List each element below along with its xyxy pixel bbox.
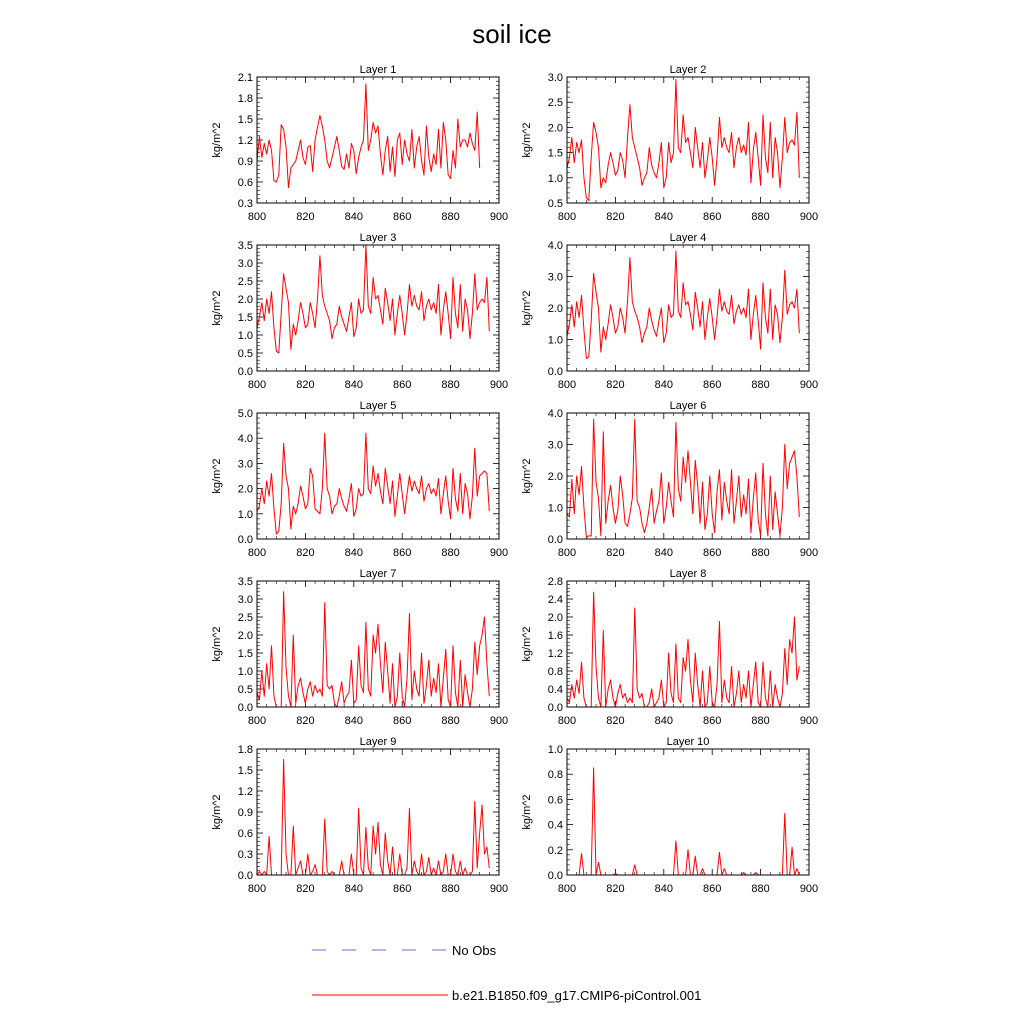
panel-7-xtick-label: 860: [393, 715, 412, 727]
panel-5-xtick-label: 840: [344, 547, 363, 559]
panel-8-xtick-label: 900: [799, 715, 819, 727]
panel-10-ytick-label: 0.0: [547, 870, 563, 882]
panel-4-ylabel: kg/m^2: [521, 290, 533, 326]
panel-6-ytick-label: 0.0: [547, 534, 563, 546]
panel-1-xtick-label: 820: [296, 211, 315, 223]
panel-8-xtick-label: 840: [654, 715, 673, 727]
panel-1-ytick-label: 2.1: [237, 72, 253, 84]
panel-3-ytick-label: 3.5: [237, 240, 253, 252]
panel-7-ytick-label: 2.0: [237, 630, 253, 642]
panel-3-ytick-label: 2.5: [237, 276, 253, 288]
panel-4-ytick-label: 1.0: [547, 334, 563, 347]
panel-3-ylabel: kg/m^2: [211, 290, 223, 326]
panel-1-ytick-label: 0.6: [237, 177, 253, 189]
panel-5-ytick-label: 0.0: [237, 534, 253, 546]
panel-3-ytick-label: 0.5: [237, 348, 253, 360]
panel-10-xtick-label: 820: [606, 883, 625, 895]
panel-10-ytick-label: 0.2: [547, 844, 563, 857]
panel-8-ytick-label: 2.0: [547, 612, 563, 624]
panel-3-xtick-label: 840: [344, 379, 363, 391]
panel-5-ytick-label: 3.0: [237, 458, 253, 471]
panel-7-ytick-label: 3.0: [237, 594, 253, 606]
panel-6-ylabel: kg/m^2: [521, 458, 533, 494]
panel-4-frame: [567, 245, 809, 371]
panel-6-ytick-label: 4.0: [547, 408, 563, 420]
panel-10-ytick-label: 0.8: [547, 769, 563, 782]
panel-6-ytick-label: 1.0: [547, 502, 563, 515]
panel-7-ytick-label: 2.5: [237, 612, 253, 624]
panel-4-ytick-label: 0.0: [547, 366, 563, 378]
panel-8-series-1: [567, 592, 799, 707]
panel-6-series-1: [567, 419, 799, 537]
panel-8-ytick-label: 0.4: [547, 684, 563, 696]
legend-label-model: b.e21.B1850.f09_g17.CMIP6-piControl.001: [452, 988, 702, 1003]
panel-1-xtick-label: 840: [344, 211, 363, 223]
panel-3-series-1: [257, 245, 489, 353]
panel-9-xtick-label: 800: [247, 883, 267, 895]
panel-7-xtick-label: 900: [489, 715, 509, 727]
panel-3-xtick-label: 800: [247, 379, 267, 391]
panel-7-ytick-label: 0.5: [237, 684, 253, 696]
panel-7-ytick-label: 3.5: [237, 576, 253, 588]
panel-9-ytick-label: 1.5: [237, 765, 253, 777]
panel-1-ytick-label: 0.3: [237, 198, 253, 210]
panel-2-xtick-label: 900: [799, 211, 819, 223]
panel-2-xtick-label: 860: [703, 211, 722, 223]
panel-7-series-1: [257, 592, 489, 707]
panel-10-ytick-label: 0.4: [547, 819, 563, 832]
panel-8-ytick-label: 1.6: [547, 630, 563, 642]
panel-4-xtick-label: 880: [751, 379, 770, 391]
panel-9-xtick-label: 880: [441, 883, 460, 895]
panel-3-xtick-label: 820: [296, 379, 315, 391]
panel-9-xtick-label: 860: [393, 883, 412, 895]
panel-8-ytick-label: 0.8: [547, 666, 563, 678]
panel-2-ytick-label: 1.0: [547, 172, 563, 185]
panel-2-ylabel: kg/m^2: [521, 122, 533, 158]
panel-8: [521, 568, 818, 727]
panel-3-frame: [257, 245, 499, 371]
panel-2-xtick-label: 840: [654, 211, 673, 223]
panel-10-xtick-label: 900: [799, 883, 819, 895]
panel-8-ytick-label: 0.0: [547, 702, 563, 714]
panel-3-ytick-label: 0.0: [237, 366, 253, 378]
panel-10-xtick-label: 800: [557, 883, 577, 895]
panel-10-xtick-label: 860: [703, 883, 722, 895]
panel-2-series-1: [567, 80, 799, 201]
panel-1-ytick-label: 0.9: [237, 156, 253, 168]
panel-1-series-1: [257, 84, 480, 188]
panel-3-xtick-label: 900: [489, 379, 509, 391]
panel-4-xtick-label: 820: [606, 379, 625, 391]
panel-7-xtick-label: 800: [247, 715, 267, 727]
panel-8-ytick-label: 1.2: [547, 648, 563, 660]
panel-8-xtick-label: 800: [557, 715, 577, 727]
panel-6-ytick-label: 2.0: [547, 471, 563, 483]
panel-4-series-1: [567, 251, 799, 358]
panel-6-ytick-label: 3.0: [547, 439, 563, 452]
legend-label-no-obs: No Obs: [452, 943, 497, 958]
panel-9-ytick-label: 1.8: [237, 744, 253, 756]
panel-10-title: Layer 10: [666, 736, 710, 748]
panel-1-xtick-label: 860: [393, 211, 412, 223]
panel-9-title: Layer 9: [359, 736, 397, 748]
panel-7-ytick-label: 1.5: [237, 648, 253, 660]
panel-5-ytick-label: 2.0: [237, 483, 253, 496]
panel-1-xtick-label: 900: [489, 211, 509, 223]
panel-7-xtick-label: 840: [344, 715, 363, 727]
panel-4-xtick-label: 840: [654, 379, 673, 391]
panel-3-ytick-label: 1.5: [237, 312, 253, 324]
panel-5-xtick-label: 860: [393, 547, 412, 559]
panel-4-ytick-label: 3.0: [547, 271, 563, 284]
panel-7-ytick-label: 0.0: [237, 702, 253, 714]
panel-9-frame: [257, 749, 499, 875]
panel-5-xtick-label: 880: [441, 547, 460, 559]
panel-4-xtick-label: 860: [703, 379, 722, 391]
panel-9-ytick-label: 0.9: [237, 807, 253, 819]
panel-10-frame: [567, 749, 809, 875]
panel-1-ytick-label: 1.2: [237, 135, 253, 147]
panel-1-xtick-label: 800: [247, 211, 267, 223]
panel-6-xtick-label: 820: [606, 547, 625, 559]
panel-8-xtick-label: 820: [606, 715, 625, 727]
panel-6-xtick-label: 880: [751, 547, 770, 559]
panel-5-series-1: [257, 433, 489, 534]
panel-3: [211, 232, 508, 391]
panel-9-xtick-label: 840: [344, 883, 363, 895]
panel-7: [211, 568, 508, 727]
panel-5-ytick-label: 4.0: [237, 433, 253, 446]
panel-1-ytick-label: 1.8: [237, 93, 253, 105]
panel-4: [521, 232, 818, 391]
panel-5: [211, 400, 508, 559]
panel-2-ytick-label: 1.5: [547, 147, 563, 160]
panel-6-xtick-label: 900: [799, 547, 819, 559]
panel-5-title: Layer 5: [359, 400, 397, 412]
panel-5-xtick-label: 800: [247, 547, 267, 559]
panel-7-xtick-label: 880: [441, 715, 460, 727]
panel-5-ytick-label: 1.0: [237, 508, 253, 521]
panel-2-ytick-label: 3.0: [547, 72, 563, 84]
panel-7-xtick-label: 820: [296, 715, 315, 727]
legend: [312, 943, 701, 1003]
panel-6-title: Layer 6: [669, 400, 707, 412]
panel-2-ytick-label: 2.0: [547, 122, 563, 135]
panel-1: [211, 64, 508, 223]
panel-10-ytick-label: 1.0: [547, 744, 563, 756]
panel-6-xtick-label: 800: [557, 547, 577, 559]
panel-2: [521, 64, 818, 223]
panel-4-xtick-label: 900: [799, 379, 819, 391]
panel-8-ylabel: kg/m^2: [521, 626, 533, 662]
panel-9: [211, 736, 508, 895]
panel-8-ytick-label: 2.8: [547, 576, 563, 588]
panel-10-ytick-label: 0.6: [547, 794, 563, 807]
panel-9-series-1: [257, 760, 489, 876]
panel-5-ytick-label: 5.0: [237, 408, 253, 420]
panel-10-xtick-label: 880: [751, 883, 770, 895]
panel-9-ytick-label: 0.6: [237, 828, 253, 840]
panel-3-xtick-label: 860: [393, 379, 412, 391]
panel-10-ylabel: kg/m^2: [521, 794, 533, 830]
panel-9-ylabel: kg/m^2: [211, 794, 223, 830]
panel-6-xtick-label: 860: [703, 547, 722, 559]
panel-7-ylabel: kg/m^2: [211, 626, 223, 662]
panel-4-ytick-label: 2.0: [547, 303, 563, 315]
panel-4-ytick-label: 4.0: [547, 240, 563, 252]
panel-9-ytick-label: 1.2: [237, 786, 253, 798]
panel-4-title: Layer 4: [669, 232, 707, 244]
panel-5-xtick-label: 900: [489, 547, 509, 559]
panel-1-title: Layer 1: [359, 64, 397, 76]
panel-9-xtick-label: 900: [489, 883, 509, 895]
panel-2-ytick-label: 2.5: [547, 97, 563, 110]
panel-9-ytick-label: 0.3: [237, 849, 253, 861]
panel-7-title: Layer 7: [359, 568, 397, 580]
figure-title: soil ice: [472, 19, 552, 49]
panel-9-xtick-label: 820: [296, 883, 315, 895]
panel-10-xtick-label: 840: [654, 883, 673, 895]
panel-3-title: Layer 3: [359, 232, 397, 244]
panel-2-ytick-label: 0.5: [547, 198, 563, 210]
panel-2-title: Layer 2: [669, 64, 707, 76]
panel-7-ytick-label: 1.0: [237, 666, 253, 678]
panel-10: [521, 736, 818, 895]
panel-2-xtick-label: 820: [606, 211, 625, 223]
panel-8-ytick-label: 2.4: [547, 594, 563, 606]
panel-8-xtick-label: 860: [703, 715, 722, 727]
panel-10-series-1: [567, 768, 799, 875]
panel-1-xtick-label: 880: [441, 211, 460, 223]
panel-4-xtick-label: 800: [557, 379, 577, 391]
panel-8-title: Layer 8: [669, 568, 707, 580]
panel-8-xtick-label: 880: [751, 715, 770, 727]
panel-3-ytick-label: 2.0: [237, 294, 253, 306]
panel-3-ytick-label: 3.0: [237, 258, 253, 270]
panel-6-xtick-label: 840: [654, 547, 673, 559]
panel-2-xtick-label: 800: [557, 211, 577, 223]
panel-2-xtick-label: 880: [751, 211, 770, 223]
panel-3-xtick-label: 880: [441, 379, 460, 391]
panel-6: [521, 400, 818, 559]
panels: [211, 64, 818, 895]
panel-5-xtick-label: 820: [296, 547, 315, 559]
panel-3-ytick-label: 1.0: [237, 330, 253, 342]
panel-9-ytick-label: 0.0: [237, 870, 253, 882]
panel-5-ylabel: kg/m^2: [211, 458, 223, 494]
panel-1-ytick-label: 1.5: [237, 114, 253, 126]
panel-1-ylabel: kg/m^2: [211, 122, 223, 158]
